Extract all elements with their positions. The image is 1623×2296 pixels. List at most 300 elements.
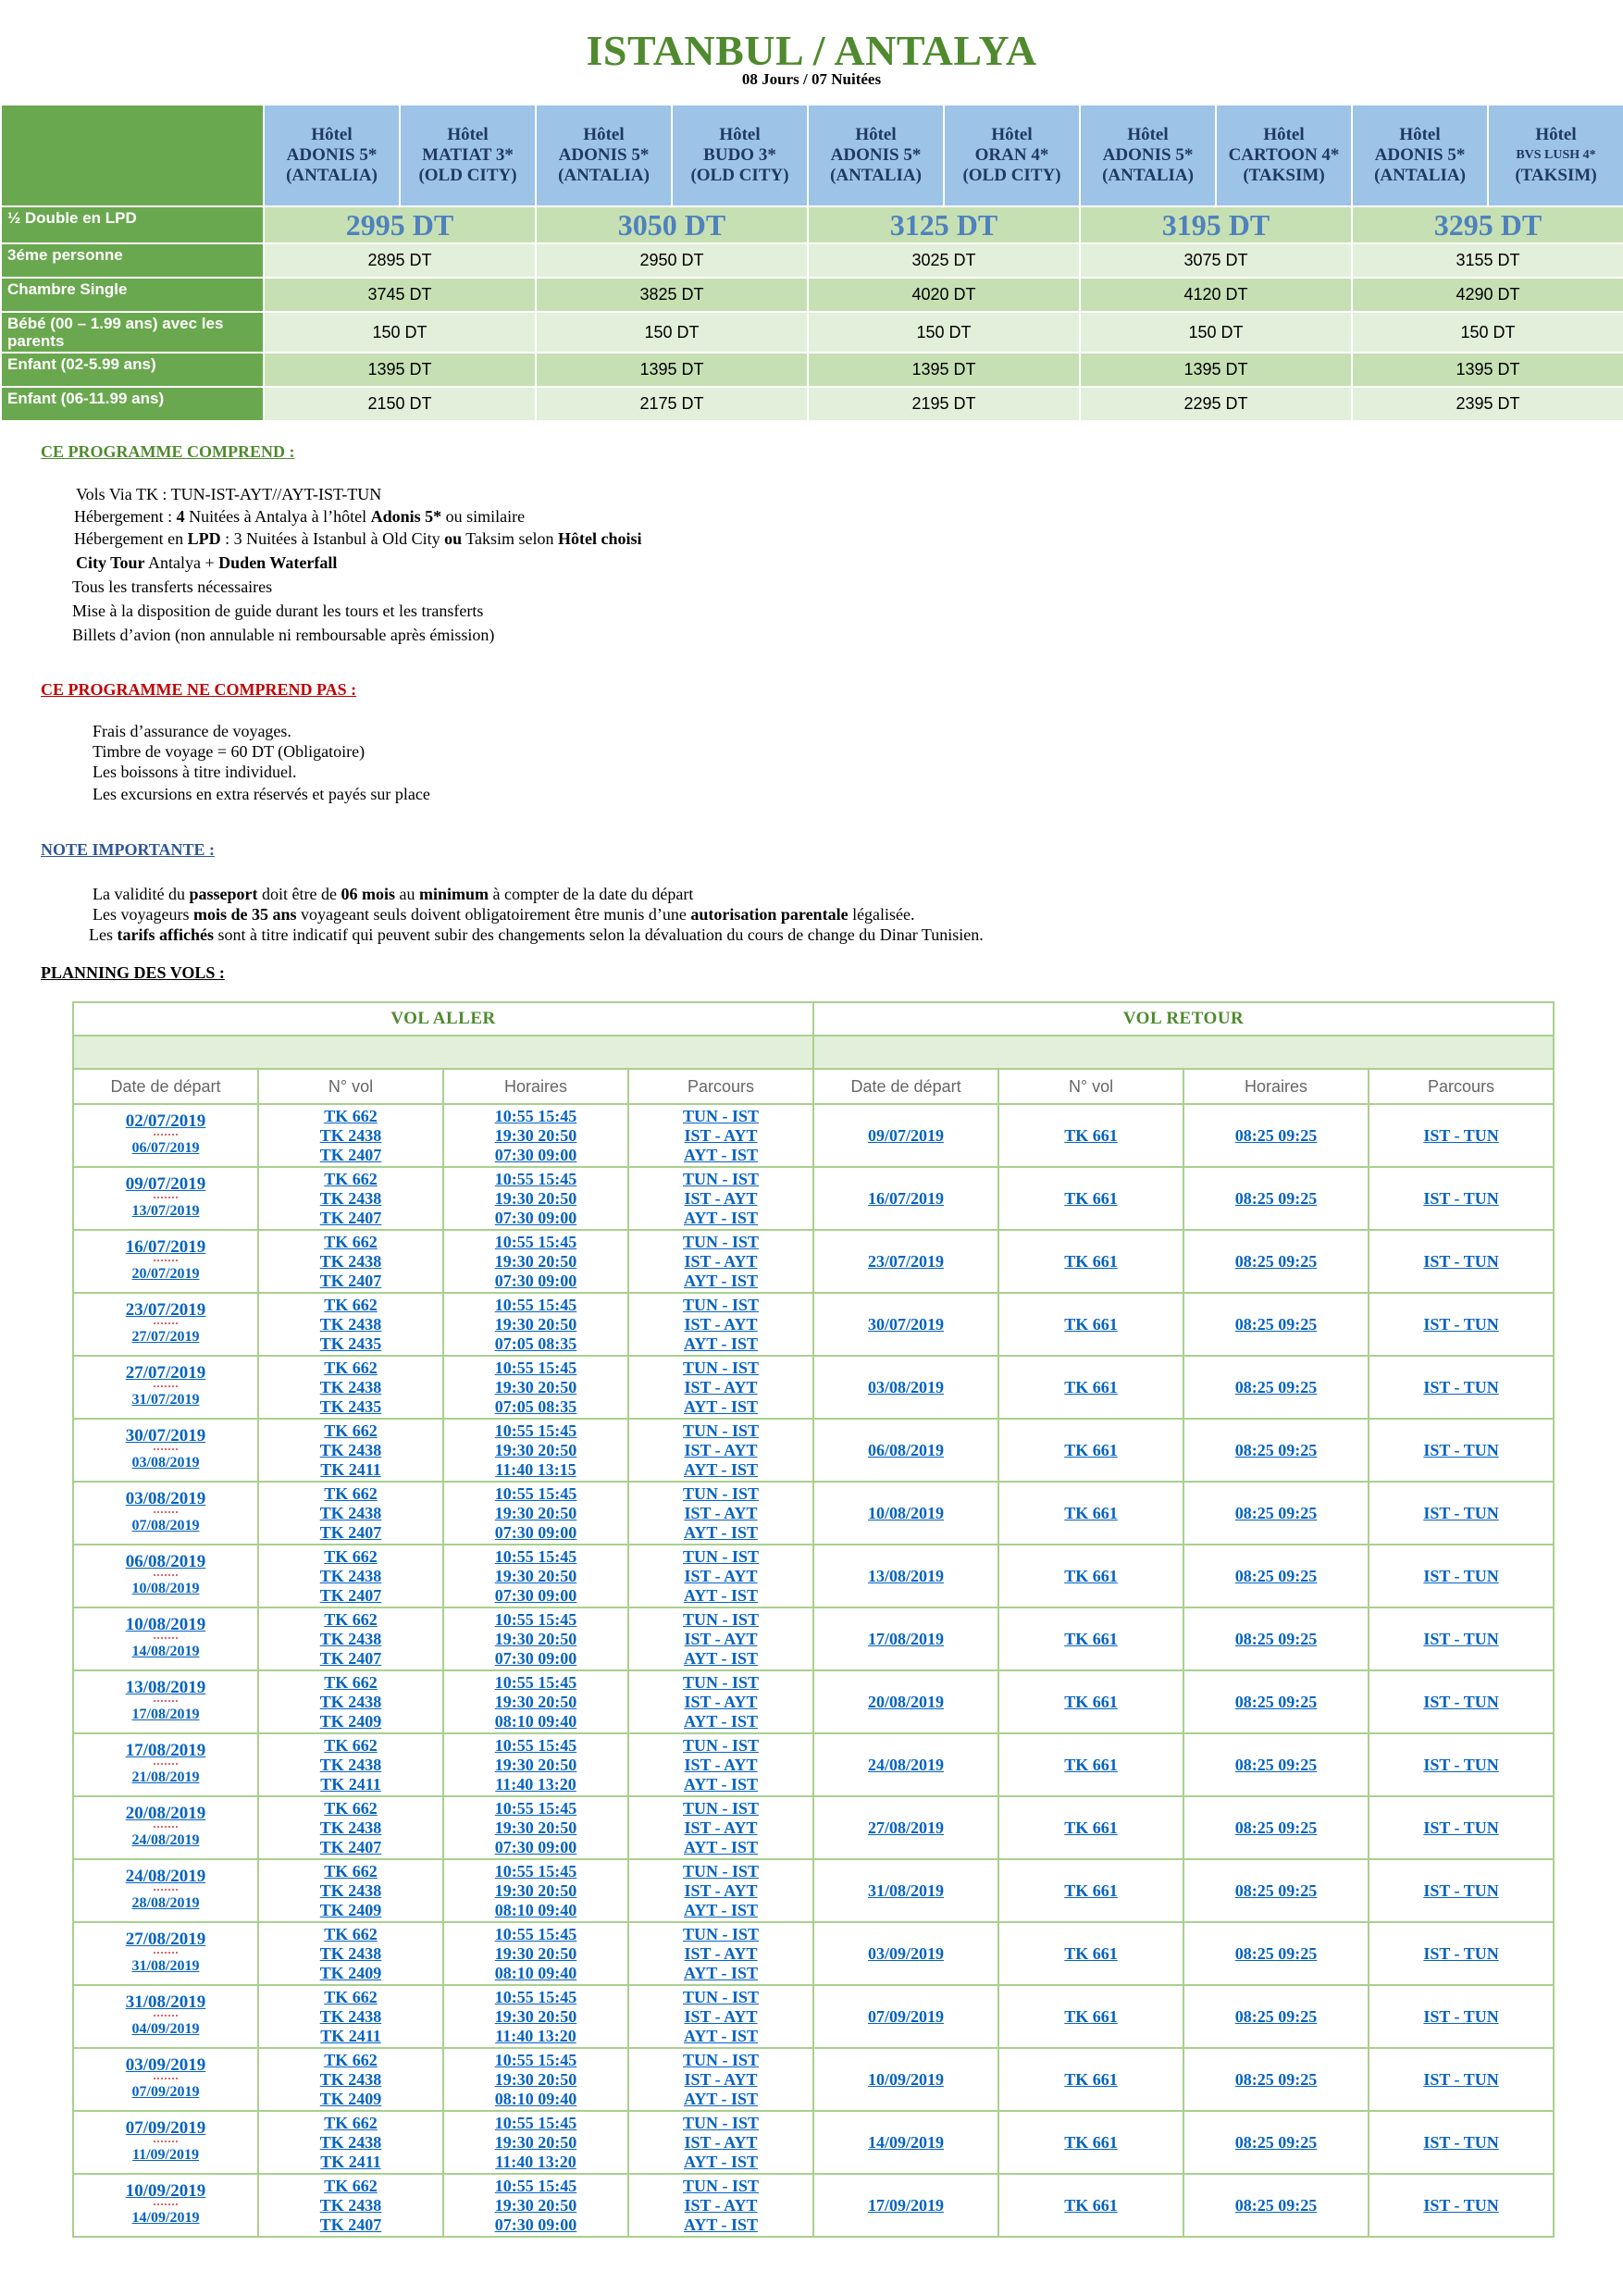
flight-number-link[interactable]: TK 2438 <box>319 1251 382 1271</box>
vol-retour-header: VOL RETOUR <box>813 1002 1554 1036</box>
return-route-link[interactable]: IST - TUN <box>1423 2006 1499 2026</box>
return-route-link[interactable]: IST - TUN <box>1423 2069 1499 2089</box>
return-times-link[interactable]: 08:25 09:25 <box>1234 2195 1318 2215</box>
return-leg-date-link[interactable]: 31/08/2019 <box>131 1958 200 1974</box>
flight-times-link[interactable]: 19:30 20:50 <box>494 1755 577 1774</box>
return-route-link[interactable]: IST - TUN <box>1423 1880 1499 1900</box>
departure-date-link[interactable]: 02/07/2019 <box>125 1111 206 1131</box>
return-route-link[interactable]: IST - TUN <box>1423 1377 1499 1396</box>
flight-number-link[interactable]: TK 2407 <box>319 2215 382 2234</box>
flight-times-link[interactable]: 08:10 09:40 <box>494 1963 577 1982</box>
hotel-name: ADONIS 5* <box>1374 145 1466 165</box>
return-flight-link[interactable]: TK 661 <box>1064 1818 1118 1837</box>
route-link[interactable]: AYT - IST <box>684 1648 759 1668</box>
departure-date-link[interactable]: 03/09/2019 <box>125 2055 206 2075</box>
flight-number-link[interactable]: TK 2407 <box>319 1585 382 1605</box>
return-times-link[interactable]: 08:25 09:25 <box>1234 1566 1318 1585</box>
return-leg-date-link[interactable]: 07/09/2019 <box>131 2084 200 2100</box>
return-date-link[interactable]: 14/09/2019 <box>868 2132 945 2152</box>
price-value: 4290 DT <box>1352 278 1623 312</box>
departure-date-link[interactable]: 16/07/2019 <box>125 1237 206 1257</box>
return-date-link[interactable]: 06/08/2019 <box>868 1440 945 1459</box>
flight-number-link[interactable]: TK 662 <box>324 1798 378 1818</box>
return-date-link[interactable]: 03/08/2019 <box>868 1377 945 1396</box>
return-date-link[interactable]: 23/07/2019 <box>868 1251 945 1271</box>
flight-number-link[interactable]: TK 2407 <box>319 1145 382 1164</box>
return-leg-date-link[interactable]: 17/08/2019 <box>131 1706 200 1722</box>
flight-times-link[interactable]: 10:55 15:45 <box>494 1358 577 1377</box>
price-value: 3155 DT <box>1352 243 1623 278</box>
route-link[interactable]: TUN - IST <box>683 2176 760 2195</box>
flight-times-link[interactable]: 10:55 15:45 <box>494 1483 577 1503</box>
hotel-word: Hôtel <box>855 125 897 144</box>
route-link[interactable]: AYT - IST <box>684 1208 759 1227</box>
flight-times-link[interactable]: 19:30 20:50 <box>494 1377 577 1396</box>
departure-date-link[interactable]: 13/08/2019 <box>125 1678 206 1697</box>
flight-number-link[interactable]: TK 2438 <box>319 1125 382 1145</box>
flight-number-link[interactable]: TK 2409 <box>319 1963 382 1982</box>
route-link[interactable]: TUN - IST <box>683 1924 760 1943</box>
route-link[interactable]: IST - AYT <box>684 1503 758 1522</box>
route-link[interactable]: TUN - IST <box>683 1169 760 1188</box>
return-leg-date-link[interactable]: 13/07/2019 <box>131 1203 200 1219</box>
flight-times-link[interactable]: 08:10 09:40 <box>494 2089 577 2108</box>
route-link[interactable]: IST - AYT <box>684 2006 758 2026</box>
flight-number-link[interactable]: TK 2435 <box>319 1396 382 1416</box>
return-date-link[interactable]: 03/09/2019 <box>868 1943 945 1963</box>
flight-number-link[interactable]: TK 2438 <box>319 1818 382 1837</box>
flight-number-link[interactable]: TK 2438 <box>319 1566 382 1585</box>
flight-number-link[interactable]: TK 662 <box>324 1609 378 1629</box>
departure-date-link[interactable]: 09/07/2019 <box>125 1174 206 1194</box>
return-date-link[interactable]: 24/08/2019 <box>868 1755 945 1774</box>
departure-date-link[interactable]: 30/07/2019 <box>125 1426 206 1446</box>
flight-times-link[interactable]: 07:05 08:35 <box>494 1334 577 1353</box>
flight-number-link[interactable]: TK 2411 <box>320 1459 381 1479</box>
flight-times-link[interactable]: 11:40 13:20 <box>495 1774 576 1793</box>
flight-number-link[interactable]: TK 662 <box>324 1421 378 1440</box>
route-link[interactable]: AYT - IST <box>684 1585 759 1605</box>
return-times-link[interactable]: 08:25 09:25 <box>1234 1503 1318 1522</box>
route-link[interactable]: TUN - IST <box>683 1483 760 1503</box>
flight-number-link[interactable]: TK 2438 <box>319 2069 382 2089</box>
departure-date-link[interactable]: 17/08/2019 <box>125 1741 206 1760</box>
route-link[interactable]: IST - AYT <box>684 1314 758 1334</box>
return-leg-date-link[interactable]: 11/09/2019 <box>131 2147 199 2163</box>
return-leg-date-link[interactable]: 04/09/2019 <box>131 2021 200 2037</box>
return-leg-date-link[interactable]: 10/08/2019 <box>131 1581 200 1596</box>
route-link[interactable]: TUN - IST <box>683 1987 760 2006</box>
route-link[interactable]: IST - AYT <box>684 1943 758 1963</box>
flight-times-link[interactable]: 08:10 09:40 <box>494 1711 577 1731</box>
route-link[interactable]: TUN - IST <box>683 1861 760 1880</box>
route-link[interactable]: AYT - IST <box>684 1963 759 1982</box>
flight-number-link[interactable]: TK 2411 <box>320 2152 381 2171</box>
flight-times-link[interactable]: 07:30 09:00 <box>494 1208 577 1227</box>
departure-date-link[interactable]: 06/08/2019 <box>125 1552 206 1571</box>
route-link[interactable]: AYT - IST <box>684 2089 759 2108</box>
flight-number-link[interactable]: TK 2407 <box>319 1271 382 1290</box>
flight-times-link[interactable]: 19:30 20:50 <box>494 1692 577 1711</box>
flight-number-link-cell <box>258 1167 443 1230</box>
return-flight-link[interactable]: TK 661 <box>1064 1880 1118 1900</box>
flight-times-link[interactable]: 10:55 15:45 <box>494 1924 577 1943</box>
return-leg-date-link[interactable]: 03/08/2019 <box>131 1455 200 1471</box>
return-leg-date-link[interactable]: 24/08/2019 <box>131 1832 200 1848</box>
departure-date-link[interactable]: 27/08/2019 <box>125 1930 206 1949</box>
flight-number-link[interactable]: TK 662 <box>324 1924 378 1943</box>
flight-times-link[interactable]: 10:55 15:45 <box>494 1169 577 1188</box>
route-link[interactable]: AYT - IST <box>684 1459 759 1479</box>
return-date-link[interactable]: 16/07/2019 <box>868 1188 945 1208</box>
flight-number-link[interactable]: TK 662 <box>324 1295 378 1314</box>
return-route-link[interactable]: IST - TUN <box>1423 1125 1499 1145</box>
return-leg-date-link[interactable]: 14/09/2019 <box>131 2210 200 2226</box>
return-times-link[interactable]: 08:25 09:25 <box>1234 1692 1318 1711</box>
flight-times-link[interactable]: 10:55 15:45 <box>494 1295 577 1314</box>
flight-times-link[interactable]: 07:30 09:00 <box>494 1837 577 1856</box>
flight-row <box>73 1796 1554 1859</box>
return-times-link[interactable]: 08:25 09:25 <box>1234 1755 1318 1774</box>
return-leg-date-link[interactable]: 21/08/2019 <box>131 1769 200 1785</box>
route-link[interactable]: IST - AYT <box>684 2195 758 2215</box>
route-link[interactable]: AYT - IST <box>684 1334 759 1353</box>
return-times-link[interactable]: 08:25 09:25 <box>1234 1125 1318 1145</box>
flight-times-link[interactable]: 10:55 15:45 <box>494 1987 577 2006</box>
route-link[interactable]: IST - AYT <box>684 1880 758 1900</box>
route-link[interactable]: IST - AYT <box>684 1629 758 1648</box>
flight-times-link[interactable]: 11:40 13:15 <box>495 1459 576 1479</box>
flight-times-link[interactable]: 10:55 15:45 <box>494 1672 577 1692</box>
return-route-link[interactable]: IST - TUN <box>1423 1629 1499 1648</box>
return-times-link[interactable]: 08:25 09:25 <box>1234 2132 1318 2152</box>
flight-number-link[interactable]: TK 2438 <box>319 1943 382 1963</box>
flight-times-link[interactable]: 19:30 20:50 <box>494 2006 577 2026</box>
return-times-link[interactable]: 08:25 09:25 <box>1234 1377 1318 1396</box>
flight-times-link[interactable]: 19:30 20:50 <box>494 1818 577 1837</box>
return-flight-link-cell <box>998 1230 1183 1293</box>
route-link[interactable]: IST - AYT <box>684 1377 758 1396</box>
flight-number-link[interactable]: TK 2411 <box>320 2026 381 2045</box>
route-link[interactable]: TUN - IST <box>683 1295 760 1314</box>
flight-times-link[interactable]: 07:30 09:00 <box>494 1522 577 1542</box>
flight-number-link[interactable]: TK 2409 <box>319 2089 382 2108</box>
return-leg-date-link[interactable]: 14/08/2019 <box>131 1644 200 1659</box>
flight-number-link[interactable]: TK 2438 <box>319 2195 382 2215</box>
return-route-link[interactable]: IST - TUN <box>1423 1692 1499 1711</box>
return-flight-link[interactable]: TK 661 <box>1064 1125 1118 1145</box>
return-date-link[interactable]: 20/08/2019 <box>868 1692 945 1711</box>
return-flight-link-cell <box>998 1733 1183 1796</box>
return-times-link[interactable]: 08:25 09:25 <box>1234 2069 1318 2089</box>
return-flight-link[interactable]: TK 661 <box>1064 1692 1118 1711</box>
return-times-link[interactable]: 08:25 09:25 <box>1234 1629 1318 1648</box>
return-date-link[interactable]: 13/08/2019 <box>868 1566 945 1585</box>
flight-number-link[interactable]: TK 662 <box>324 2050 378 2069</box>
hotel-header-cell <box>400 105 536 206</box>
flight-number-link[interactable]: TK 662 <box>324 1735 378 1755</box>
return-leg-date-link[interactable]: 27/07/2019 <box>131 1329 200 1345</box>
return-times-link[interactable]: 08:25 09:25 <box>1234 1188 1318 1208</box>
return-flight-link[interactable]: TK 661 <box>1064 2006 1118 2026</box>
flight-times-link[interactable]: 10:55 15:45 <box>494 1609 577 1629</box>
route-link[interactable]: AYT - IST <box>684 2215 759 2234</box>
return-date-link[interactable]: 17/08/2019 <box>868 1629 945 1648</box>
return-date-link-cell <box>813 1482 998 1545</box>
route-link[interactable]: IST - AYT <box>684 1818 758 1837</box>
route-link[interactable]: TUN - IST <box>683 1358 760 1377</box>
return-flight-link[interactable]: TK 661 <box>1064 1503 1118 1522</box>
route-link[interactable]: AYT - IST <box>684 1774 759 1793</box>
return-flight-link[interactable]: TK 661 <box>1064 1755 1118 1774</box>
return-leg-date-link[interactable]: 28/08/2019 <box>131 1895 200 1911</box>
return-flight-link[interactable]: TK 661 <box>1064 2069 1118 2089</box>
return-route-link[interactable]: IST - TUN <box>1423 1818 1499 1837</box>
route-link[interactable]: IST - AYT <box>684 2069 758 2089</box>
return-route-link[interactable]: IST - TUN <box>1423 1503 1499 1522</box>
flight-times-link[interactable]: 11:40 13:20 <box>495 2152 576 2171</box>
text-run: : 3 Nuitées à Istanbul à Old City <box>220 529 445 548</box>
return-route-link[interactable]: IST - TUN <box>1423 1943 1499 1963</box>
flight-times-link[interactable]: 07:30 09:00 <box>494 1271 577 1290</box>
flight-times-link[interactable]: 19:30 20:50 <box>494 1314 577 1334</box>
return-times-link[interactable]: 08:25 09:25 <box>1234 2006 1318 2026</box>
route-link[interactable]: TUN - IST <box>683 2050 760 2069</box>
departure-date-link[interactable]: 20/08/2019 <box>125 1804 206 1823</box>
flight-times-link[interactable]: 10:55 15:45 <box>494 1861 577 1880</box>
departure-date-link[interactable]: 24/08/2019 <box>125 1867 206 1886</box>
return-date-link[interactable]: 10/09/2019 <box>868 2069 945 2089</box>
flight-number-link[interactable]: TK 2407 <box>319 1208 382 1227</box>
text-run: Billets d’avion (non annulable ni remboursable après émission) <box>72 626 495 644</box>
flight-times-link[interactable]: 19:30 20:50 <box>494 1125 577 1145</box>
flight-times-link[interactable]: 19:30 20:50 <box>494 1943 577 1963</box>
route-link[interactable]: IST - AYT <box>684 1692 758 1711</box>
flight-number-link[interactable]: TK 2407 <box>319 1837 382 1856</box>
flight-number-link[interactable]: TK 662 <box>324 1358 378 1377</box>
flight-number-link[interactable]: TK 2438 <box>319 2006 382 2026</box>
route-link[interactable]: AYT - IST <box>684 1522 759 1542</box>
route-link[interactable]: AYT - IST <box>684 1837 759 1856</box>
route-link[interactable]: AYT - IST <box>684 1145 759 1164</box>
hotel-header-cell <box>944 105 1080 206</box>
return-route-link[interactable]: IST - TUN <box>1423 1251 1499 1271</box>
route-link[interactable]: IST - AYT <box>684 1566 758 1585</box>
flight-times-link[interactable]: 11:40 13:20 <box>495 2026 576 2045</box>
flight-times-link[interactable]: 19:30 20:50 <box>494 1251 577 1271</box>
flight-number-link[interactable]: TK 662 <box>324 1169 378 1188</box>
flight-number-link[interactable]: TK 662 <box>324 2113 378 2132</box>
date-separator <box>74 1635 257 1641</box>
route-link[interactable]: IST - AYT <box>684 1125 758 1145</box>
return-times-link[interactable]: 08:25 09:25 <box>1234 1251 1318 1271</box>
return-date-link[interactable]: 09/07/2019 <box>868 1125 945 1145</box>
flight-number-link[interactable]: TK 662 <box>324 1232 378 1251</box>
return-times-link[interactable]: 08:25 09:25 <box>1234 1440 1318 1459</box>
route-link[interactable]: IST - AYT <box>684 1440 758 1459</box>
departure-date-link[interactable]: 10/08/2019 <box>125 1615 206 1634</box>
route-link[interactable]: IST - AYT <box>684 1188 758 1208</box>
flight-number-link[interactable]: TK 662 <box>324 1546 378 1566</box>
departure-date-link[interactable]: 27/07/2019 <box>125 1363 206 1383</box>
flight-number-link[interactable]: TK 662 <box>324 1106 378 1125</box>
route-link[interactable]: IST - AYT <box>684 1755 758 1774</box>
flight-number-link[interactable]: TK 2438 <box>319 1880 382 1900</box>
flight-number-link[interactable]: TK 2409 <box>319 1900 382 1919</box>
date-separator <box>74 1384 257 1389</box>
return-flight-link[interactable]: TK 661 <box>1064 1440 1118 1459</box>
flight-number-link[interactable]: TK 662 <box>324 1861 378 1880</box>
return-leg-date-link[interactable]: 06/07/2019 <box>131 1140 200 1156</box>
price-row <box>1 353 1623 387</box>
flight-number-link[interactable]: TK 2438 <box>319 1755 382 1774</box>
flight-times-link[interactable]: 10:55 15:45 <box>494 1546 577 1566</box>
route-link[interactable]: IST - AYT <box>684 1251 758 1271</box>
return-times-link-cell <box>1183 1545 1369 1607</box>
departure-date-link[interactable]: 03/08/2019 <box>125 1489 206 1508</box>
return-flight-link[interactable]: TK 661 <box>1064 1943 1118 1963</box>
route-link[interactable]: TUN - IST <box>683 1798 760 1818</box>
return-flight-link[interactable]: TK 661 <box>1064 1188 1118 1208</box>
departure-date-link[interactable]: 10/09/2019 <box>125 2181 206 2201</box>
route-link[interactable]: TUN - IST <box>683 1106 760 1125</box>
route-link[interactable]: AYT - IST <box>684 1711 759 1731</box>
flight-number-link[interactable]: TK 2411 <box>320 1774 381 1793</box>
excludes-item: Les boissons à titre individuel. <box>93 763 297 781</box>
flight-number-link[interactable]: TK 2438 <box>319 1629 382 1648</box>
route-link[interactable]: TUN - IST <box>683 1546 760 1566</box>
price-value: 4120 DT <box>1080 278 1352 312</box>
return-times-link[interactable]: 08:25 09:25 <box>1234 1880 1318 1900</box>
flight-number-link[interactable]: TK 2438 <box>319 2132 382 2152</box>
route-link[interactable]: TUN - IST <box>683 1609 760 1629</box>
flight-number-link[interactable]: TK 662 <box>324 1483 378 1503</box>
flight-number-link[interactable]: TK 2438 <box>319 1440 382 1459</box>
return-times-link[interactable]: 08:25 09:25 <box>1234 1314 1318 1334</box>
flight-number-link[interactable]: TK 662 <box>324 2176 378 2195</box>
route-link[interactable]: TUN - IST <box>683 1735 760 1755</box>
flight-number-link[interactable]: TK 2407 <box>319 1648 382 1668</box>
route-link[interactable]: TUN - IST <box>683 1421 760 1440</box>
route-link[interactable]: AYT - IST <box>684 1900 759 1919</box>
flight-number-link[interactable]: TK 662 <box>324 1672 378 1692</box>
return-flight-link[interactable]: TK 661 <box>1064 1377 1118 1396</box>
flight-times-link[interactable]: 07:30 09:00 <box>494 2215 577 2234</box>
return-date-link[interactable]: 10/08/2019 <box>868 1503 945 1522</box>
return-flight-link[interactable]: TK 661 <box>1064 1314 1118 1334</box>
price-value: 3125 DT <box>808 206 1080 243</box>
route-link[interactable]: TUN - IST <box>683 1672 760 1692</box>
hotel-name: ADONIS 5* <box>558 145 650 165</box>
return-flight-link[interactable]: TK 661 <box>1064 2132 1118 2152</box>
flight-number-link[interactable]: TK 2438 <box>319 1692 382 1711</box>
flight-times-link[interactable]: 10:55 15:45 <box>494 1232 577 1251</box>
flight-number-link[interactable]: TK 2438 <box>319 1188 382 1208</box>
return-flight-link[interactable]: TK 661 <box>1064 1629 1118 1648</box>
flight-number-link[interactable]: TK 2438 <box>319 1503 382 1522</box>
flight-number-link[interactable]: TK 2435 <box>319 1334 382 1353</box>
flight-times-link[interactable]: 07:05 08:35 <box>494 1396 577 1416</box>
return-leg-date-link[interactable]: 07/08/2019 <box>131 1518 200 1533</box>
flight-times-link[interactable]: 19:30 20:50 <box>494 1880 577 1900</box>
flight-times-link[interactable]: 08:10 09:40 <box>494 1900 577 1919</box>
text-run: doit être de <box>257 885 341 903</box>
return-route-link[interactable]: IST - TUN <box>1423 1755 1499 1774</box>
return-date-link[interactable]: 17/09/2019 <box>868 2195 945 2215</box>
return-route-link[interactable]: IST - TUN <box>1423 1314 1499 1334</box>
flight-times-link[interactable]: 19:30 20:50 <box>494 2069 577 2089</box>
flight-number-link[interactable]: TK 2409 <box>319 1711 382 1731</box>
flight-times-link[interactable]: 10:55 15:45 <box>494 2050 577 2069</box>
return-date-link[interactable]: 27/08/2019 <box>868 1818 945 1837</box>
route-link[interactable]: AYT - IST <box>684 1396 759 1416</box>
flight-number-link[interactable]: TK 2407 <box>319 1522 382 1542</box>
price-value: 150 DT <box>536 312 808 353</box>
return-date-link[interactable]: 07/09/2019 <box>868 2006 945 2026</box>
return-leg-date-link[interactable]: 31/07/2019 <box>131 1392 200 1408</box>
bold-text: Duden Waterfall <box>218 553 338 572</box>
return-route-link[interactable]: IST - TUN <box>1423 1188 1499 1208</box>
route-link[interactable]: TUN - IST <box>683 2113 760 2132</box>
flight-times-link[interactable]: 10:55 15:45 <box>494 1735 577 1755</box>
return-times-link[interactable]: 08:25 09:25 <box>1234 1943 1318 1963</box>
route-link[interactable]: AYT - IST <box>684 1271 759 1290</box>
return-flight-link[interactable]: TK 661 <box>1064 1566 1118 1585</box>
departure-date-link[interactable]: 07/09/2019 <box>125 2118 206 2138</box>
route-link[interactable]: AYT - IST <box>684 2026 759 2045</box>
flight-times-link[interactable]: 19:30 20:50 <box>494 1503 577 1522</box>
return-date-link[interactable]: 30/07/2019 <box>868 1314 945 1334</box>
flight-times-link[interactable]: 10:55 15:45 <box>494 2113 577 2132</box>
flight-number-link[interactable]: TK 2438 <box>319 1377 382 1396</box>
return-flight-link[interactable]: TK 661 <box>1064 1251 1118 1271</box>
return-route-link[interactable]: IST - TUN <box>1423 1566 1499 1585</box>
route-link[interactable]: AYT - IST <box>684 2152 759 2171</box>
flight-times-link[interactable]: 10:55 15:45 <box>494 1798 577 1818</box>
flight-times-link[interactable]: 19:30 20:50 <box>494 1629 577 1648</box>
return-date-link[interactable]: 31/08/2019 <box>868 1880 945 1900</box>
flight-times-link[interactable]: 07:30 09:00 <box>494 1585 577 1605</box>
flight-times-link[interactable]: 10:55 15:45 <box>494 1421 577 1440</box>
return-leg-date-link[interactable]: 20/07/2019 <box>131 1266 200 1282</box>
return-route-link[interactable]: IST - TUN <box>1423 1440 1499 1459</box>
flight-times-link[interactable]: 07:30 09:00 <box>494 1145 577 1164</box>
route-link[interactable]: IST - AYT <box>684 2132 758 2152</box>
flight-times-link[interactable]: 10:55 15:45 <box>494 1106 577 1125</box>
departure-date-link[interactable]: 23/07/2019 <box>125 1300 206 1320</box>
flight-times-link[interactable]: 19:30 20:50 <box>494 2195 577 2215</box>
route-link[interactable]: TUN - IST <box>683 1232 760 1251</box>
flight-times-link[interactable]: 19:30 20:50 <box>494 2132 577 2152</box>
flight-times-link[interactable]: 19:30 20:50 <box>494 1188 577 1208</box>
departure-date-link[interactable]: 31/08/2019 <box>125 1992 206 2012</box>
flight-times-link[interactable]: 10:55 15:45 <box>494 2176 577 2195</box>
return-route-link[interactable]: IST - TUN <box>1423 2132 1499 2152</box>
return-flight-link[interactable]: TK 661 <box>1064 2195 1118 2215</box>
price-row-label: Chambre Single <box>1 278 264 312</box>
flight-times-link[interactable]: 07:30 09:00 <box>494 1648 577 1668</box>
return-times-link-cell <box>1183 1356 1369 1419</box>
flight-times-link[interactable]: 19:30 20:50 <box>494 1440 577 1459</box>
flight-number-link[interactable]: TK 2438 <box>319 1314 382 1334</box>
price-value: 2150 DT <box>264 387 536 421</box>
date-separator <box>74 1572 257 1578</box>
return-times-link[interactable]: 08:25 09:25 <box>1234 1818 1318 1837</box>
flight-times-link[interactable]: 19:30 20:50 <box>494 1566 577 1585</box>
return-route-link[interactable]: IST - TUN <box>1423 2195 1499 2215</box>
flight-number-link[interactable]: TK 662 <box>324 1987 378 2006</box>
planning-title: PLANNING DES VOLS : <box>41 963 225 982</box>
